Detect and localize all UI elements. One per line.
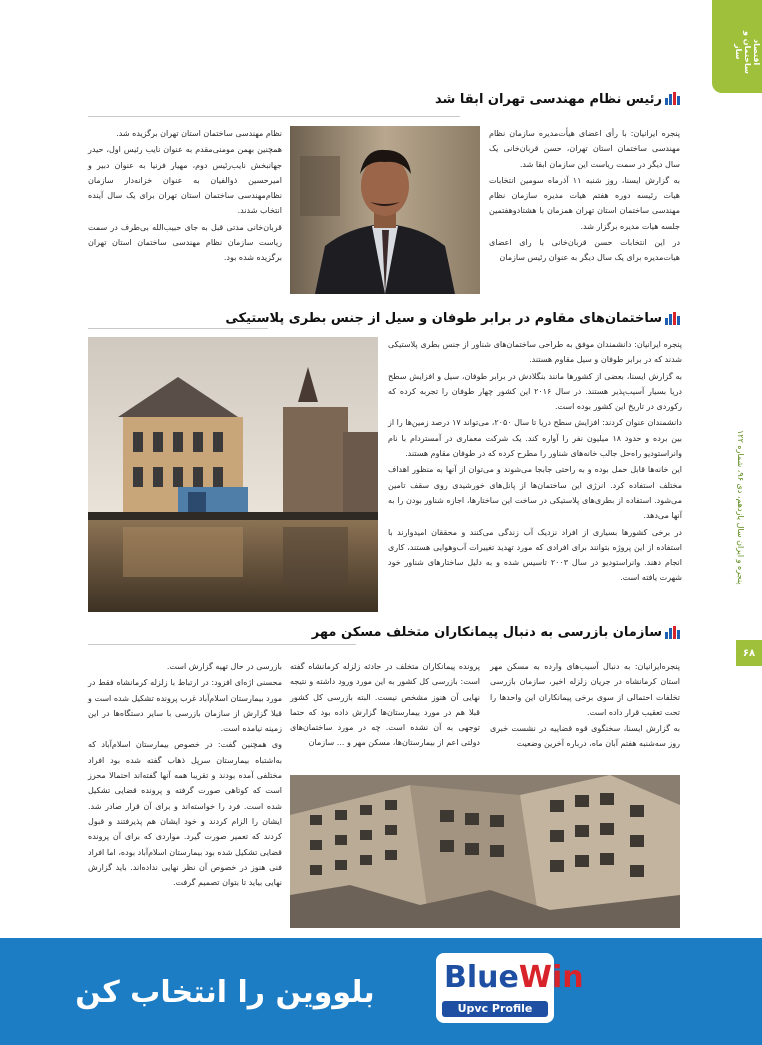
- article1-col-right: [489, 126, 680, 267]
- paragraph: در برخی کشورها بسیاری از افراد نزدیک آب زندگی می‌کنند و محققان امیدوارند با استفاده از این پروژه بتوانند برای افرادی که مورد تهدید تغییرات آب‌وهوایی هستند، کاری انجام دهند. وانراستودیو در سال ۲۰۰۳ تاسیس شده و به دلیل ساختارهای شناور خود شهرت یافته است.: [388, 527, 682, 583]
- article-title-inspection: سازمان بازرسی به دنبال پیمانکاران متخلف مسکن مهر: [311, 625, 662, 640]
- bars-icon: [665, 626, 679, 639]
- article-title-plastic: ساختمان‌های مقاوم در برابر طوفان و سیل از جنس بطری پلاستیکی: [225, 311, 662, 326]
- section-rule: [88, 116, 460, 117]
- paragraph: به گزارش ایسنا، روز شنبه ۱۱ آذرماه سومین انتخابات هیات رئیسه دوره هفتم هیات مدیره سازمان نظام مهندسی ساختمان استان تهران همزمان با هشتادوهفتمین جلسه هیات مدیره برگزار شد.: [489, 175, 680, 231]
- logo-subtitle: Upvc Profile: [457, 1002, 533, 1015]
- paragraph: بازرسی در حال تهیه گزارش است.: [166, 662, 282, 671]
- paragraph: پنجره ایرانیان: دانشمندان موفق به طراحی ساختمان‌های شناور از جنس بطری پلاستیکی شدند که در برابر طوفان و سیل مقاوم هستند.: [388, 340, 682, 365]
- paragraph: پرونده پیمانکاران متخلف در حادثه زلزله کرمانشاه گفته است: بازرسی کل کشور به این مورد ورود داشته و نتیجه نهایی آن هنوز مشخص نیست. البته بازرسی کل کشور قبلا هم در مورد بیمارستان‌ها گزارش داده بود که حتما توجهی به آن نشده است. چه در مورد ساختمان‌های دولتی اعم از بیمارستان‌ها، مسکن مهر و ... سازمان: [290, 662, 480, 748]
- article-title-tehran: رئیس نظام مهندسی تهران ابقا شد: [435, 92, 662, 107]
- article1-col-left: [88, 126, 282, 267]
- portrait-photo: [290, 126, 480, 294]
- logo-word-win: Win: [518, 960, 584, 995]
- article2-body: [388, 337, 682, 587]
- bars-icon: [665, 312, 679, 325]
- paragraph: دانشمندان عنوان کردند: افزایش سطح دریا تا سال ۲۰۵۰، می‌تواند ۱۷ درصد زمین‌ها را از بین برده و حدود ۱۸ میلیون نفر را آواره کند. یک شرکت معماری در آمستردام با نام وانراستودیو راه‌حل جالب خانه‌های شناور را مطرح کرده که در طوفان مقاوم هستند.: [388, 418, 682, 459]
- article3-col1: [490, 659, 680, 753]
- floating-house-photo: [88, 337, 378, 612]
- page-number: ۶۸: [736, 640, 762, 666]
- paragraph: همچنین بهمن مومنی‌مقدم به عنوان نایب رئیس اول، حیدر جهانبخش نایب‌رئیس دوم، مهیار فرنیا به عنوان دبیر و امیرحسین ذوالفیان به عنوان خزانه‌دار سازمان نظام‌مهندسی ساختمان استان تهران برای یک سال آینده انتخاب شدند.: [88, 145, 282, 216]
- section-rule: [88, 644, 356, 645]
- article3-col2: [290, 659, 480, 752]
- paragraph: به گزارش ایسنا، سخنگوی قوه قضاییه در نشست خبری روز سه‌شنبه هفتم آبان ماه، درباره آخرین وضعیت: [490, 724, 680, 749]
- paragraph: به گزارش ایسنا، بعضی از کشورها مانند بنگلادش در برابر طوفان، سیل و افزایش سطح دریا بسیار آسیب‌پذیر هستند. در سال ۲۰۱۶ این کشور چهار طوفان را تجربه کرده که رکوردی در تاریخ این کشور بوده است.: [388, 371, 682, 412]
- paragraph: محسنی اژه‌ای افزود: در ارتباط با زلزله کرمانشاه فقط در مورد بیمارستان اسلام‌آباد غرب پرونده تشکیل شده است و قبلا گزارش از سازمان بازرسی با سایر دستگاه‌ها در این زمینه نیامده است.: [88, 678, 282, 734]
- damaged-buildings-photo: [290, 775, 680, 928]
- paragraph: پنجره‌ایرانیان: به دنبال آسیب‌های وارده به مسکن مهر استان کرمانشاه در جریان زلزله اخیر، سازمان بازرسی تخلفات احتمالی از سوی برخی پیمانکاران این واحدها را تحت تعقیب قرار داده است.: [490, 662, 680, 717]
- earthquake-damage-illustration: [290, 775, 680, 928]
- building-waterfront-illustration: [88, 337, 378, 612]
- section-rule: [88, 328, 268, 329]
- paragraph: وی همچنین گفت: در خصوص بیمارستان اسلام‌آباد که به‌اشتباه بیمارستان سرپل ذهاب گفته شده بود افراد مختلفی آمده بودند و تقریبا همه آنها گفته‌اند احتمالا محرز است که کوتاهی صورت گرفته و پرونده قضایی تشکیل شده است. فرد را خواسته‌اند و برای آن قرار صادر شد. ایشان را الزام کردند و خود ایشان هم پذیرفتند و قبول کردند که تعمیر صورت گیرد. مواردی که برای آن پرونده قضایی تشکیل شده بود بیمارستان اسلام‌آباد بوده، اما افراد فنی هنوز در خصوص آن نظر نهایی نداده‌اند. باید گزارش نهایی بیاید تا بتوان تصمیم گرفت.: [88, 740, 282, 888]
- bars-icon: [665, 92, 679, 105]
- article3-col3: [88, 659, 282, 891]
- paragraph: در این انتخابات حسن قربان‌خانی با رای اعضای هیات‌مدیره برای یک سال دیگر به عنوان رئیس سازمان: [489, 238, 680, 263]
- paragraph: پنجره ایرانیان: با رأی اعضای هیأت‌مدیره سازمان نظام مهندسی ساختمان استان تهران، حسن قربان‌خانی یک سال دیگر در سمت ریاست این سازمان ابقا شد.: [489, 129, 680, 169]
- logo-word-blue: Blue: [444, 960, 519, 995]
- section-side-tab-label: اقتصاد ساختمان و ساز: [734, 30, 761, 74]
- bluewin-logo[interactable]: [436, 953, 584, 1023]
- paragraph: قربان‌خانی مدتی قبل به جای حبیب‌الله بی‌طرف در سمت ریاست سازمان نظام مهندسی ساختمان استان تهران برگزیده شده بود.: [88, 222, 282, 263]
- paragraph: نظام مهندسی ساختمان استان تهران برگزیده شد.: [116, 129, 282, 138]
- paragraph: این خانه‌ها قابل حمل بوده و به راحتی جابجا می‌شوند و می‌توان از آنها به منظور اهداف مختلف استفاده کرد. انرژی این ساختمان‌ها از پانل‌های خورشیدی روی سقف تامین می‌شود. استفاده از بطری‌های پلاستیکی در ساخت این ساختارها، اجازه شناور بودن را به آنها می‌دهد.: [388, 465, 682, 521]
- issue-info-vertical: پنجره و ایران سال یازدهم، دی ۹۶، شماره ۱۲۲: [736, 430, 745, 585]
- ad-slogan: بلووین را انتخاب کن: [75, 975, 375, 1010]
- portrait-illustration: [290, 126, 480, 294]
